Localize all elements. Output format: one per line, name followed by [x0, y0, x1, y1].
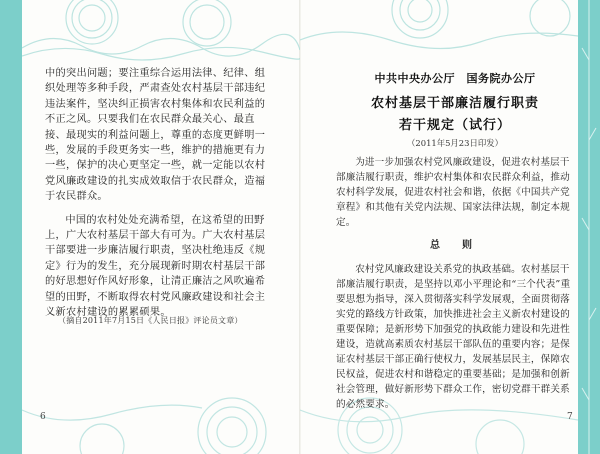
page-number-right: 7 [567, 412, 573, 422]
document-title-line1: 农村基层干部廉洁履行职责 [370, 96, 539, 111]
issuing-authorities: 中共中央办公厅 国务院办公厅 [374, 72, 536, 85]
section-paragraph: 农村党风廉政建设关系党的执政基础。农村基层干部廉洁履行职责，是坚持以邓小平理论和“三个代表”重要思想为指导，深入贯彻落实科学发展观，全面贯彻落实党的路线方针政策，加快推进社会主义新农村建设的重要保障；是新形势下加强党的执政能力建设和先进性建设，造就高素质农村基层干部队伍的重要内容；是保证农村基层干部正确行使权力，发展基层民主，保障农民权益，促进农村和谐稳定的重要基础；是加强和创新社会管理，做好新形势下群众工作，密切党群干群关系的必然要求。 [336, 263, 571, 411]
page-number-left: 6 [40, 412, 46, 422]
left-paragraph-2: 中国的农村处处充满希望，在这希望的田野上，广大农村基层干部大有可为。广大农村基层干部要进一步廉洁履行职责，坚决杜绝违反《规定》行为的发生，充分展现新时期农村基层干部的好思想好作风好形象，让清正廉洁之风吹遍希望的田野，不断取得农村党风廉政建设和社会主义新农村建设的累累硕果。 [45, 214, 266, 319]
right-top-ornament [300, 0, 578, 62]
right-page-body [336, 155, 572, 413]
left-page-body [45, 66, 273, 321]
left-bottom-ornament [22, 370, 300, 454]
section-heading: 总 则 [430, 240, 478, 252]
intro-paragraph: 为进一步加强农村党风廉政建设，促进农村基层干部廉洁履行职责，维护农村集体和农民群众利益，推动农村科学发展，促进农村社会和谐，依据《中国共产党章程》和其他有关党内法规、国家法律法规，制定本规定。 [336, 157, 570, 229]
left-paragraph-1: 中的突出问题；要注重综合运用法律、纪律、组织处理等多种手段，严肃查处农村基层干部违纪违法案件，坚决纠正损害农村集体和农民利益的不正之风。只要我们在农民群众最关心、最直接、最现实的利益问题上，尊重的态度更鲜明一些，发展的手段更务实一些，维护的措施更有力一些，保护的决心更坚定一些，就一定能以农村党风廉政建设的扎实成效取信于农民群众，造福于农民群众。 [45, 68, 266, 203]
issue-date: （2011年5月23日印发） [407, 138, 503, 148]
left-edge-band [0, 0, 22, 454]
right-band-branch [578, 0, 600, 454]
document-title-line2: 若干规定（试行） [398, 118, 511, 133]
source-note: （摘自2011年7月15日《人民日报》评论员文章） [58, 316, 243, 325]
left-top-ornament [22, 0, 300, 62]
